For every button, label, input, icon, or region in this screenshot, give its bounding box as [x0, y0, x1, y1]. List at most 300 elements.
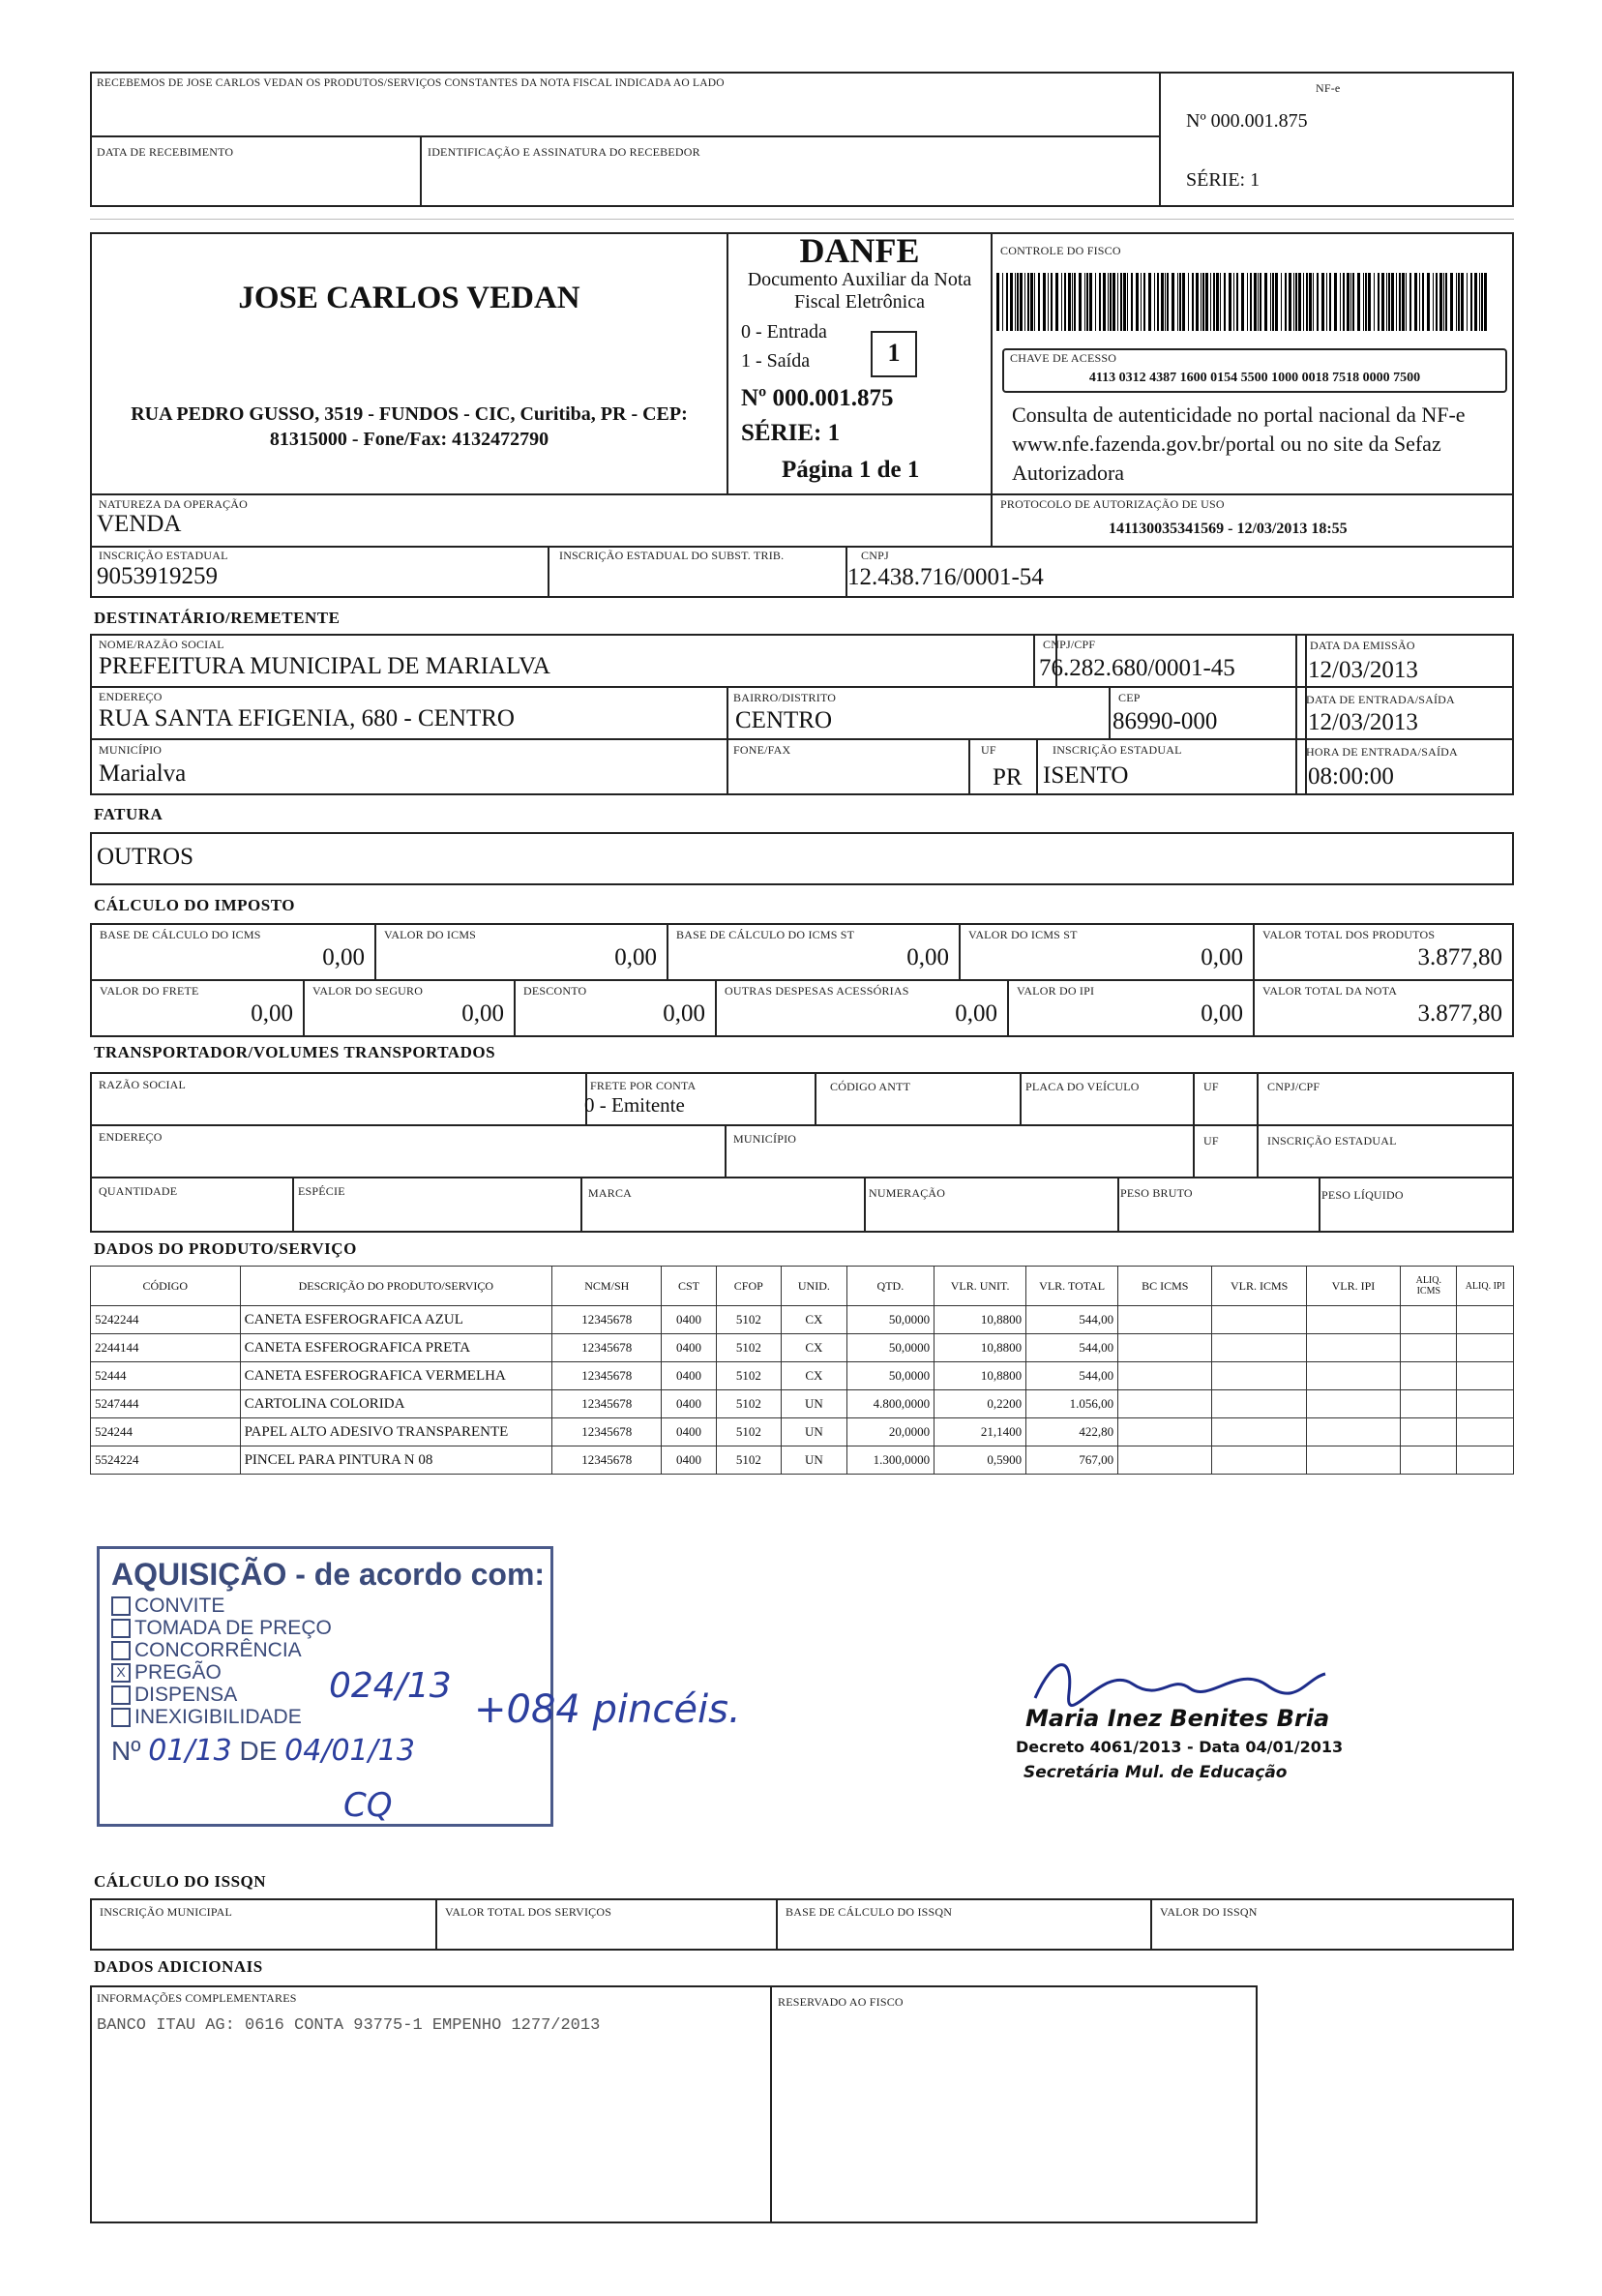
- barcode-bar: [1396, 273, 1397, 331]
- table-cell: 0400: [662, 1390, 716, 1418]
- dest-hora: 08:00:00: [1308, 763, 1394, 790]
- table-cell: 0400: [662, 1334, 716, 1362]
- table-cell: 12345678: [552, 1334, 662, 1362]
- stamp-option-label: TOMADA DE PREÇO: [134, 1617, 332, 1639]
- produtos-header-cell: CFOP: [716, 1267, 782, 1306]
- imposto-value: 3.877,80: [1417, 944, 1502, 970]
- barcode-bar: [1443, 273, 1444, 331]
- danfe-serie: SÉRIE: 1: [741, 420, 841, 446]
- table-cell: [1306, 1306, 1400, 1334]
- table-cell: UN: [782, 1418, 847, 1446]
- transp-numeracao-box: [864, 1177, 1119, 1233]
- transp-antt-label: CÓDIGO ANTT: [830, 1080, 911, 1093]
- dest-entrada: 12/03/2013: [1308, 709, 1418, 735]
- table-cell: [1457, 1446, 1514, 1475]
- table-cell: 0400: [662, 1306, 716, 1334]
- table-cell: 5102: [716, 1390, 782, 1418]
- table-cell: [1306, 1446, 1400, 1475]
- barcode-bar: [1141, 273, 1142, 331]
- transp-uf-label: UF: [1203, 1080, 1219, 1093]
- imposto-value: 0,00: [906, 944, 949, 970]
- transp-liquido-box: [1319, 1177, 1514, 1233]
- barcode-bar: [1427, 273, 1430, 331]
- barcode-bar: [1409, 273, 1411, 331]
- issqn-label: BASE DE CÁLCULO DO ISSQN: [786, 1905, 953, 1919]
- emitente-nome: JOSE CARLOS VEDAN: [238, 281, 580, 315]
- table-cell: UN: [782, 1446, 847, 1475]
- table-cell: 12345678: [552, 1362, 662, 1390]
- barcode-bar: [1048, 273, 1049, 331]
- natureza-value: VENDA: [97, 511, 182, 537]
- barcode-bar: [1456, 273, 1457, 331]
- table-cell: 544,00: [1026, 1362, 1118, 1390]
- cnpj-value: 12.438.716/0001-54: [847, 564, 1044, 590]
- dest-uf: PR: [993, 764, 1023, 790]
- barcode-bar: [1329, 273, 1331, 331]
- identificacao-label: IDENTIFICAÇÃO E ASSINATURA DO RECEBEDOR: [428, 145, 700, 159]
- barcode-bar: [1202, 273, 1204, 331]
- canhoto: [90, 72, 1161, 207]
- transp-especie-label: ESPÉCIE: [298, 1184, 345, 1198]
- transp-uf2-box: [1193, 1124, 1259, 1178]
- table-cell: [1212, 1446, 1306, 1475]
- barcode-bar: [1270, 273, 1271, 331]
- signature-decreto: Decreto 4061/2013 - Data 04/01/2013: [1016, 1738, 1344, 1756]
- barcode-bar: [1167, 273, 1169, 331]
- barcode-bar: [1157, 273, 1159, 331]
- protocolo-label: PROTOCOLO DE AUTORIZAÇÃO DE USO: [1000, 497, 1225, 511]
- barcode-bar: [1422, 273, 1424, 331]
- table-cell: 544,00: [1026, 1334, 1118, 1362]
- table-cell: [1306, 1390, 1400, 1418]
- table-cell: [1401, 1390, 1457, 1418]
- barcode-bar: [1099, 273, 1101, 331]
- imposto-value: 3.877,80: [1417, 1000, 1502, 1027]
- table-cell: 12345678: [552, 1418, 662, 1446]
- imposto-section-title: CÁLCULO DO IMPOSTO: [94, 896, 295, 914]
- barcode-bar: [1467, 273, 1468, 331]
- barcode-bar: [1303, 273, 1304, 331]
- barcode-bar: [1470, 273, 1472, 331]
- barcode-bar: [1192, 273, 1194, 331]
- barcode-bar: [1172, 273, 1174, 331]
- barcode-bar: [1143, 273, 1145, 331]
- checkbox-icon: [111, 1619, 131, 1638]
- barcode-bar: [1247, 273, 1248, 331]
- fatura-section-title: FATURA: [94, 805, 163, 823]
- table-cell: CANETA ESFEROGRAFICA AZUL: [240, 1306, 552, 1334]
- table-cell: [1118, 1334, 1212, 1362]
- produtos-header-cell: ALIQ. IPI: [1457, 1267, 1514, 1306]
- transp-marca-label: MARCA: [588, 1186, 633, 1200]
- issqn-cell: [435, 1898, 778, 1951]
- barcode-bar: [1038, 273, 1040, 331]
- dest-emissao: 12/03/2013: [1308, 657, 1418, 683]
- table-cell: 50,0000: [846, 1334, 934, 1362]
- stamp-title: AQUISIÇÃO - de acordo com:: [111, 1557, 546, 1592]
- dest-ie-label: INSCRIÇÃO ESTADUAL: [1053, 743, 1182, 757]
- dest-endereco-label: ENDEREÇO: [99, 690, 163, 703]
- table-cell: [1212, 1390, 1306, 1418]
- barcode-bar: [1064, 273, 1066, 331]
- imposto-label: OUTRAS DESPESAS ACESSÓRIAS: [725, 984, 909, 998]
- dest-endereco: RUA SANTA EFIGENIA, 680 - CENTRO: [99, 705, 515, 731]
- imposto-label: BASE DE CÁLCULO DO ICMS: [100, 928, 261, 941]
- imposto-value: 0,00: [1201, 944, 1243, 970]
- produtos-section-title: DADOS DO PRODUTO/SERVIÇO: [94, 1239, 357, 1258]
- table-cell: [1457, 1418, 1514, 1446]
- barcode-bar: [1224, 273, 1226, 331]
- table-cell: 10,8800: [934, 1362, 1026, 1390]
- table-row: [91, 1334, 1514, 1362]
- barcode-bar: [1241, 273, 1244, 331]
- fatura-box: [90, 832, 1514, 885]
- issqn-cell: [776, 1898, 1152, 1951]
- table-cell: 50,0000: [846, 1306, 934, 1334]
- barcode-bar: [1414, 273, 1417, 331]
- produtos-header-cell: VLR. UNIT.: [934, 1267, 1026, 1306]
- barcode-bar: [1136, 273, 1139, 331]
- canhoto-divider: [90, 135, 1161, 137]
- barcode-bar: [1086, 273, 1088, 331]
- transp-uf2-label: UF: [1203, 1134, 1219, 1148]
- barcode-bar: [1406, 273, 1407, 331]
- handwritten-rubric: CQ: [343, 1786, 393, 1825]
- table-cell: [1212, 1306, 1306, 1334]
- barcode-bar: [1484, 273, 1487, 331]
- table-cell: [1401, 1334, 1457, 1362]
- barcode-bar: [1388, 273, 1390, 331]
- table-cell: [1118, 1362, 1212, 1390]
- barcode-bar: [1072, 273, 1073, 331]
- table-cell: [1118, 1418, 1212, 1446]
- imposto-cell: [1007, 979, 1255, 1037]
- barcode-bar: [1374, 273, 1375, 331]
- aquisicao-stamp: [97, 1546, 553, 1827]
- barcode-bar: [1154, 273, 1155, 331]
- barcode-bar: [1317, 273, 1319, 331]
- protocolo-value: 141130035341569 - 12/03/2013 18:55: [1109, 521, 1348, 537]
- barcode-bar: [1340, 273, 1341, 331]
- barcode-bar: [1002, 273, 1003, 331]
- barcode-bar: [1334, 273, 1337, 331]
- barcode-bar: [1293, 273, 1294, 331]
- produtos-header-cell: VLR. IPI: [1306, 1267, 1400, 1306]
- handwritten-note: +084 pincéis.: [474, 1687, 741, 1732]
- barcode-bar: [1084, 273, 1085, 331]
- barcode-bar: [1068, 273, 1071, 331]
- stamp-option: [111, 1617, 539, 1639]
- barcode-bar: [1254, 273, 1257, 331]
- stamp-option-label: INEXIGIBILIDADE: [134, 1706, 302, 1728]
- table-cell: 12345678: [552, 1390, 662, 1418]
- table-cell: CX: [782, 1306, 847, 1334]
- barcode-bar: [1365, 273, 1367, 331]
- consulta-text: Consulta de autenticidade no portal nacional da NF-e www.nfe.fazenda.gov.br/portal ou no site da Sefaz Autorizadora: [1012, 403, 1466, 485]
- table-cell: CARTOLINA COLORIDA: [240, 1390, 552, 1418]
- stamp-option-label: CONVITE: [134, 1595, 225, 1617]
- barcode-bar: [1024, 273, 1025, 331]
- dest-cep: 86990-000: [1112, 708, 1218, 734]
- issqn-label: VALOR TOTAL DOS SERVIÇOS: [445, 1905, 612, 1919]
- stamp-data: 04/01/13: [284, 1734, 415, 1768]
- imposto-label: VALOR DO ICMS ST: [968, 928, 1078, 941]
- ie-value: 9053919259: [97, 563, 218, 589]
- barcode-bar: [1112, 273, 1115, 331]
- dest-emissao-label: DATA DA EMISSÃO: [1310, 639, 1415, 652]
- stamp-option-label: DISPENSA: [134, 1684, 238, 1706]
- table-cell: CANETA ESFEROGRAFICA PRETA: [240, 1334, 552, 1362]
- produtos-header-cell: QTD.: [846, 1267, 934, 1306]
- danfe-numero: Nº 000.001.875: [741, 385, 894, 411]
- imposto-value: 0,00: [322, 944, 365, 970]
- stamp-option: [111, 1595, 539, 1617]
- danfe-saida: 1 - Saída: [741, 350, 811, 372]
- barcode-bar: [1250, 273, 1252, 331]
- cnpj-label: CNPJ: [861, 549, 889, 562]
- barcode-bar: [1481, 273, 1483, 331]
- barcode-bar: [1074, 273, 1076, 331]
- barcode-bar: [1089, 273, 1092, 331]
- barcode-bar: [1313, 273, 1314, 331]
- barcode-bar: [1213, 273, 1215, 331]
- signature-scribble: [1025, 1645, 1335, 1713]
- chave-label: CHAVE DE ACESSO: [1010, 351, 1117, 365]
- imposto-value: 0,00: [1201, 1000, 1243, 1027]
- danfe-tipo: 1: [887, 339, 901, 367]
- barcode-bar: [1326, 273, 1327, 331]
- transp-frete: 0 - Emitente: [584, 1093, 685, 1117]
- stamp-numero: 01/13: [148, 1734, 232, 1768]
- barcode-bar: [1177, 273, 1178, 331]
- table-cell: PINCEL PARA PINTURA N 08: [240, 1446, 552, 1475]
- imposto-label: DESCONTO: [523, 984, 587, 998]
- controle-fisco-label: CONTROLE DO FISCO: [1000, 244, 1121, 257]
- danfe-pagina: Página 1 de 1: [782, 457, 920, 483]
- table-cell: 5242244: [91, 1306, 241, 1334]
- checkbox-icon: [111, 1708, 131, 1727]
- barcode-bar: [1236, 273, 1238, 331]
- barcode-bar: [1458, 273, 1460, 331]
- transp-razao-label: RAZÃO SOCIAL: [99, 1078, 187, 1091]
- barcode-bar: [1034, 273, 1035, 331]
- barcode-bar: [1201, 273, 1202, 331]
- dest-fone-label: FONE/FAX: [733, 743, 791, 757]
- barcode-bar: [1188, 273, 1189, 331]
- transp-bruto-box: [1117, 1177, 1320, 1233]
- barcode-bar: [1381, 273, 1384, 331]
- barcode-bar: [1220, 273, 1221, 331]
- barcode-bar: [1120, 273, 1122, 331]
- dest-bairro-label: BAIRRO/DISTRITO: [733, 691, 837, 704]
- barcode-bar: [1479, 273, 1480, 331]
- table-cell: 5102: [716, 1362, 782, 1390]
- barcode-bar: [1258, 273, 1259, 331]
- table-cell: 0400: [662, 1446, 716, 1475]
- barcode-bar: [1298, 273, 1301, 331]
- table-cell: [1457, 1334, 1514, 1362]
- barcode-bar: [1272, 273, 1274, 331]
- table-cell: 4.800,0000: [846, 1390, 934, 1418]
- barcode-bar: [1450, 273, 1453, 331]
- nfe-label: NF-e: [1316, 81, 1341, 95]
- recebemos-label: RECEBEMOS DE JOSE CARLOS VEDAN OS PRODUTOS/SERVIÇOS CONSTANTES DA NOTA FISCAL INDICADA AO LADO: [97, 77, 725, 89]
- barcode-bar: [1161, 273, 1164, 331]
- issqn-label: VALOR DO ISSQN: [1160, 1905, 1258, 1919]
- barcode-bar: [1399, 273, 1401, 331]
- ie-label: INSCRIÇÃO ESTADUAL: [99, 549, 228, 562]
- chave-acesso: 4113 0312 4387 1600 0154 5500 1000 0018 7518 0000 7500: [1088, 371, 1421, 385]
- barcode-bar: [1205, 273, 1208, 331]
- table-cell: [1401, 1418, 1457, 1446]
- checkbox-icon: [111, 1685, 131, 1705]
- table-cell: [1457, 1362, 1514, 1390]
- table-cell: [1306, 1334, 1400, 1362]
- danfe-title: DANFE: [799, 231, 920, 270]
- transporte-section-title: TRANSPORTADOR/VOLUMES TRANSPORTADOS: [94, 1043, 496, 1061]
- barcode-bar: [1079, 273, 1082, 331]
- emitente-endereco: RUA PEDRO GUSSO, 3519 - FUNDOS - CIC, Curitiba, PR - CEP: 81315000 - Fone/Fax: 4132472790: [131, 403, 688, 450]
- canhoto-numero: Nº 000.001.875: [1186, 110, 1308, 132]
- produtos-header-cell: CST: [662, 1267, 716, 1306]
- barcode-bar: [1433, 273, 1434, 331]
- table-cell: 2244144: [91, 1334, 241, 1362]
- imposto-label: VALOR DO ICMS: [384, 928, 477, 941]
- produtos-table: [90, 1266, 1514, 1475]
- table-cell: [1118, 1446, 1212, 1475]
- imposto-cell: [90, 923, 376, 981]
- table-cell: 20,0000: [846, 1418, 934, 1446]
- table-cell: 52444: [91, 1362, 241, 1390]
- stamp-option: [111, 1661, 539, 1684]
- imposto-label: BASE DE CÁLCULO DO ICMS ST: [676, 928, 855, 941]
- stamp-numero-row: [111, 1734, 539, 1768]
- canhoto-serie: SÉRIE: 1: [1186, 169, 1261, 191]
- barcode-bar: [1378, 273, 1380, 331]
- table-cell: 0,5900: [934, 1446, 1026, 1475]
- imposto-cell: [1253, 923, 1514, 981]
- dest-cnpj: 76.282.680/0001-45: [1039, 655, 1235, 681]
- barcode-bar: [1363, 273, 1364, 331]
- transp-marca-box: [580, 1177, 866, 1233]
- issqn-cell: [1150, 1898, 1514, 1951]
- table-row: [91, 1306, 1514, 1334]
- dest-bairro: CENTRO: [735, 707, 832, 733]
- barcode-bar: [1123, 273, 1126, 331]
- barcode-bar: [1436, 273, 1438, 331]
- produtos-header-row: [91, 1267, 1514, 1306]
- barcode-bar: [1275, 273, 1278, 331]
- barcode-bar: [1386, 273, 1387, 331]
- table-cell: [1118, 1390, 1212, 1418]
- table-cell: 5102: [716, 1306, 782, 1334]
- produtos-header-cell: BC ICMS: [1118, 1267, 1212, 1306]
- table-row: [91, 1418, 1514, 1446]
- dest-municipio-label: MUNICÍPIO: [99, 743, 163, 757]
- transp-endereco-box: [90, 1124, 727, 1178]
- imposto-cell: [959, 923, 1255, 981]
- dest-cnpj-label: CNPJ/CPF: [1043, 638, 1096, 651]
- stamp-option-label: PREGÃO: [134, 1661, 222, 1684]
- dest-cep-label: CEP: [1118, 691, 1141, 704]
- dest-municipio: Marialva: [99, 760, 187, 787]
- imposto-label: VALOR TOTAL DA NOTA: [1262, 984, 1398, 998]
- imposto-label: VALOR DO SEGURO: [312, 984, 424, 998]
- barcode-bar: [1148, 273, 1151, 331]
- table-row: [91, 1390, 1514, 1418]
- barcode-bar: [1419, 273, 1420, 331]
- table-cell: 5102: [716, 1446, 782, 1475]
- barcode-bar: [1357, 273, 1360, 331]
- transp-municipio-label: MUNICÍPIO: [733, 1132, 797, 1146]
- produtos-header-cell: ALIQ. ICMS: [1401, 1267, 1457, 1306]
- barcode-bar: [1108, 273, 1109, 331]
- destinatario-section-title: DESTINATÁRIO/REMETENTE: [94, 609, 341, 627]
- danfe-entrada: 0 - Entrada: [741, 321, 827, 343]
- table-cell: [1306, 1418, 1400, 1446]
- imposto-cell: [667, 923, 961, 981]
- barcode-bar: [1445, 273, 1447, 331]
- barcode-bar: [1103, 273, 1106, 331]
- imposto-value: 0,00: [955, 1000, 997, 1027]
- imposto-value: 0,00: [461, 1000, 504, 1027]
- handwritten-pregao-number: 024/13: [329, 1666, 452, 1706]
- table-cell: 50,0000: [846, 1362, 934, 1390]
- barcode-bar: [1285, 273, 1287, 331]
- barcode-bar: [1260, 273, 1261, 331]
- produtos-header-cell: DESCRIÇÃO DO PRODUTO/SERVIÇO: [240, 1267, 552, 1306]
- barcode-bar: [1196, 273, 1199, 331]
- produtos-header-cell: VLR. TOTAL: [1026, 1267, 1118, 1306]
- imposto-value: 0,00: [614, 944, 657, 970]
- table-cell: 10,8800: [934, 1334, 1026, 1362]
- barcode-bar: [1216, 273, 1219, 331]
- table-cell: [1401, 1306, 1457, 1334]
- transp-bruto-label: PESO BRUTO: [1120, 1186, 1193, 1200]
- checkbox-icon: [111, 1641, 131, 1660]
- imposto-label: VALOR DO FRETE: [100, 984, 199, 998]
- barcode-bar: [1402, 273, 1405, 331]
- table-cell: 1.300,0000: [846, 1446, 934, 1475]
- barcode-bar: [1027, 273, 1029, 331]
- barcode-bar: [1295, 273, 1297, 331]
- signature-name: Maria Inez Benites Bria: [1025, 1705, 1330, 1732]
- table-cell: 5247444: [91, 1390, 241, 1418]
- barcode-bar: [1309, 273, 1312, 331]
- transp-ie-box: [1257, 1124, 1514, 1178]
- table-cell: 10,8800: [934, 1306, 1026, 1334]
- stamp-numero-prefix: Nº: [111, 1736, 141, 1766]
- checkbox-icon: [111, 1596, 131, 1616]
- imposto-label: VALOR TOTAL DOS PRODUTOS: [1262, 928, 1436, 941]
- dest-entrada-label: DATA DE ENTRADA/SAÍDA: [1306, 693, 1455, 706]
- stamp-option: [111, 1639, 539, 1661]
- imposto-cell: [514, 979, 717, 1037]
- table-cell: 5102: [716, 1418, 782, 1446]
- data-recebimento-label: DATA DE RECEBIMENTO: [97, 145, 234, 159]
- imposto-value: 0,00: [251, 1000, 293, 1027]
- barcode-bar: [1321, 273, 1324, 331]
- natureza-label: NATUREZA DA OPERAÇÃO: [99, 497, 249, 511]
- transp-liquido-label: PESO LÍQUIDO: [1321, 1188, 1404, 1202]
- barcode-bar: [1110, 273, 1112, 331]
- barcode-bar: [1289, 273, 1291, 331]
- produtos-header-cell: CÓDIGO: [91, 1267, 241, 1306]
- ie-st-label: INSCRIÇÃO ESTADUAL DO SUBST. TRIB.: [559, 549, 785, 562]
- table-row: [91, 1362, 1514, 1390]
- imposto-cell: [1253, 979, 1514, 1037]
- info-complementar-label: INFORMAÇÕES COMPLEMENTARES: [97, 1991, 297, 2005]
